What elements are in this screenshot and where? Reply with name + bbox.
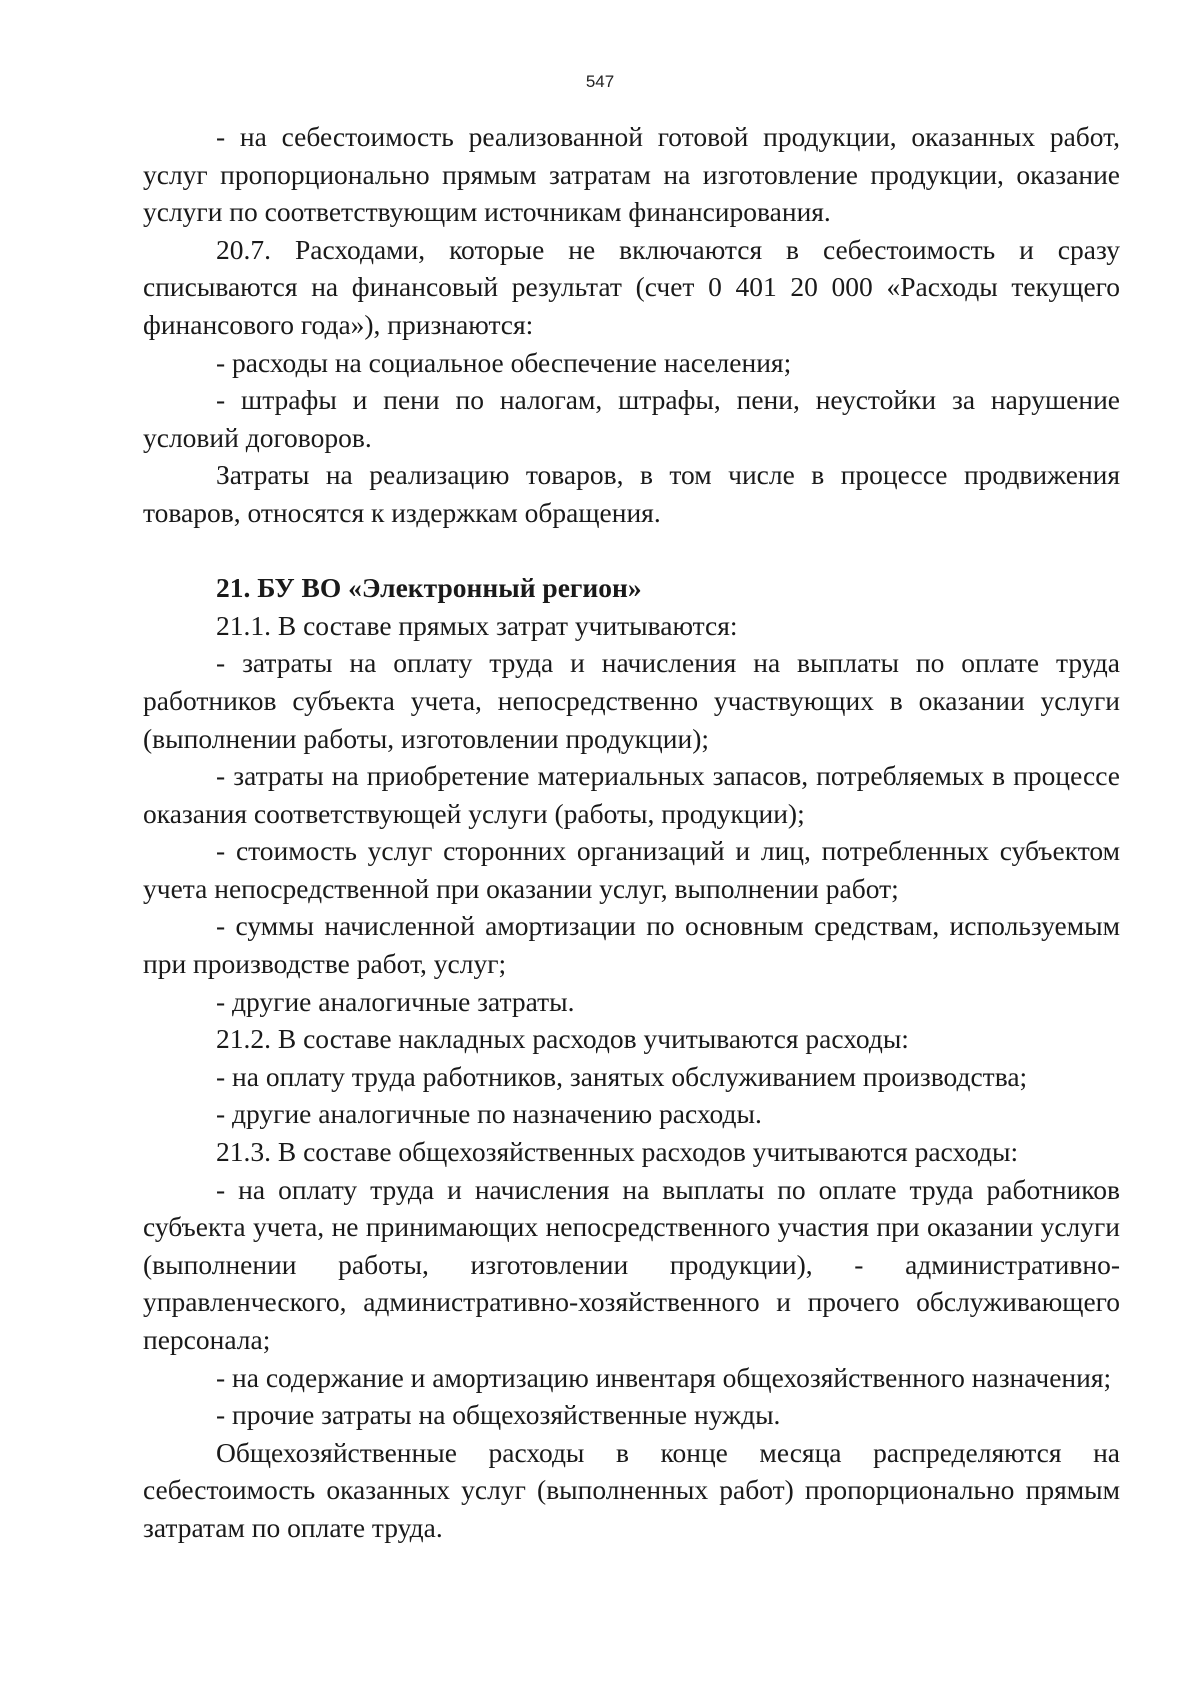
list-item-third-party-services: - стоимость услуг сторонних организаций и лиц, потребленных субъектом учета непосредственной при оказании услуг, выполнении работ;	[143, 835, 1120, 904]
list-item-social-expenses: - расходы на социальное обеспечение населения;	[216, 346, 792, 378]
list-item-admin-labor: - на оплату труда и начисления на выплаты по оплате труда работников субъекта учета, не принимающих непосредственного участия при оказании услуги (выполнении работы, изготовлении продукции), - административно-управленческого, административно-хозяйственного и прочего обслуживающего персонала;	[143, 1173, 1120, 1355]
paragraph-21-1: 21.1. В составе прямых затрат учитываются:	[216, 609, 738, 641]
section-heading-21: 21. БУ ВО «Электронный регион»	[216, 572, 642, 604]
section-spacer	[143, 532, 1120, 570]
page-number: 547	[585, 72, 615, 91]
list-item-inventory-maintenance: - на содержание и амортизацию инвентаря общехозяйственного назначения;	[216, 1361, 1112, 1393]
list-item-fines: - штрафы и пени по налогам, штрафы, пени, неустойки за нарушение условий договоров.	[143, 384, 1120, 453]
list-item-labor-costs: - затраты на оплату труда и начисления на выплаты по оплате труда работников субъекта учета, непосредственно участвующих в оказании услуги (выполнении работы, изготовлении продукции);	[143, 647, 1120, 754]
paragraph-21-2: 21.2. В составе накладных расходов учитываются расходы:	[216, 1023, 909, 1055]
list-item-other-overhead: - другие аналогичные по назначению расходы.	[216, 1098, 762, 1130]
list-item-other-costs: - другие аналогичные затраты.	[216, 985, 575, 1017]
list-item-depreciation: - суммы начисленной амортизации по основным средствам, используемым при производстве работ, услуг;	[143, 910, 1120, 980]
list-item-production-service-labor: - на оплату труда работников, занятых обслуживанием производства;	[216, 1060, 1028, 1092]
document-body	[143, 118, 1120, 1547]
paragraph-overhead-distribution: Общехозяйственные расходы в конце месяца распределяются на себестоимость оказанных услуг (выполненных работ) пропорционально прямым затратам по оплате труда.	[143, 1436, 1120, 1543]
paragraph-distribution-costs: Затраты на реализацию товаров, в том числе в процессе продвижения товаров, относятся к издержкам обращения.	[143, 459, 1120, 528]
paragraph-21-3: 21.3. В составе общехозяйственных расходов учитываются расходы:	[216, 1136, 1019, 1168]
paragraph-20-7: 20.7. Расходами, которые не включаются в себестоимость и сразу списываются на финансовый результат (счет 0 401 20 000 «Расходы текущего финансового года»), признаются:	[143, 233, 1120, 340]
paragraph-cost-allocation: - на себестоимость реализованной готовой продукции, оказанных работ, услуг пропорционально прямым затратам на изготовление продукции, оказание услуги по соответствующим источникам финансирования.	[143, 121, 1120, 228]
list-item-general-needs: - прочие затраты на общехозяйственные нужды.	[216, 1399, 781, 1431]
list-item-materials: - затраты на приобретение материальных запасов, потребляемых в процессе оказания соответствующей услуги (работы, продукции);	[143, 760, 1120, 829]
